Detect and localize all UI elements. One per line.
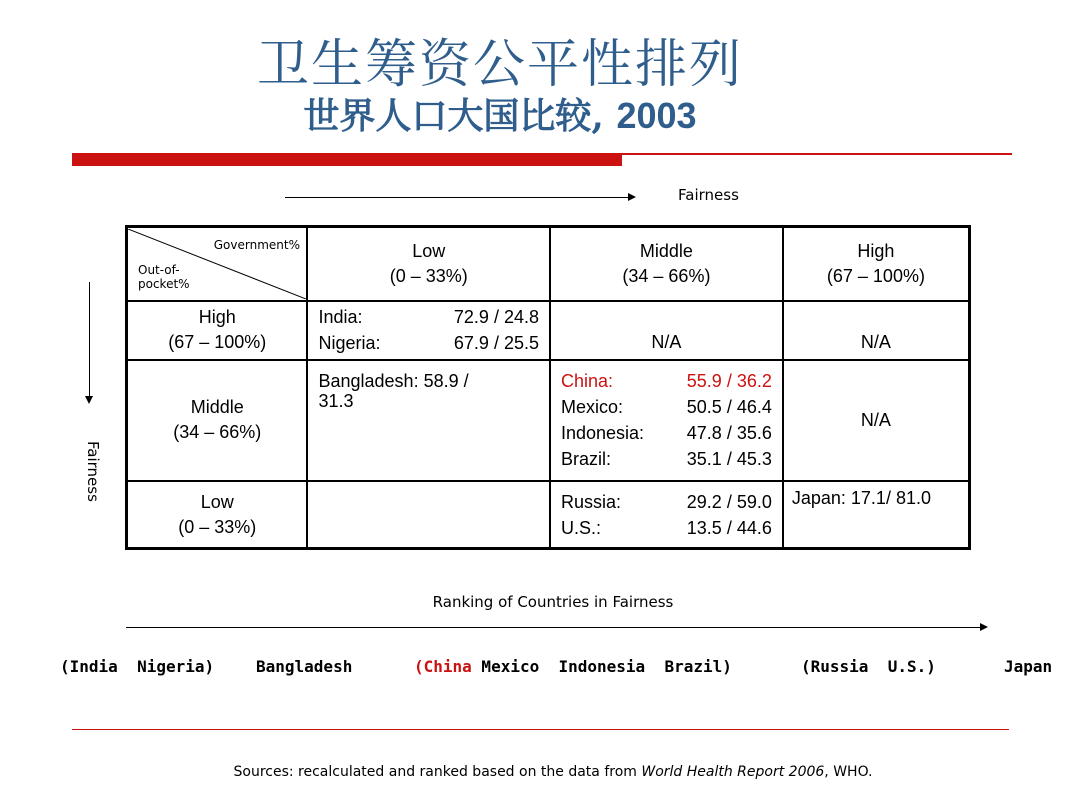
country-name: China:	[560, 371, 614, 392]
country-value: 47.8 / 35.6	[686, 423, 772, 444]
sources-note	[0, 764, 1080, 780]
country-entry	[551, 446, 782, 472]
row-name: High	[198, 307, 236, 328]
ranking-group-russia-us: (Russia U.S.)	[801, 657, 936, 676]
country-entry	[551, 515, 782, 541]
country-value: 67.9 / 25.5	[453, 333, 539, 354]
slide-subtitle	[0, 88, 1000, 139]
column-range: (0 – 33%)	[389, 265, 468, 286]
table-header-row	[127, 227, 970, 301]
row-name: Low	[200, 491, 234, 512]
corner-government-label: Government%	[213, 237, 300, 252]
row-range: (0 – 33%)	[178, 516, 257, 537]
country-value: 29.2 / 59.0	[686, 491, 772, 512]
country-entry	[551, 489, 782, 515]
country-value: 35.1 / 45.3	[686, 449, 772, 470]
country-entry: Bangladesh: 58.9 / 31.3	[318, 370, 469, 411]
cell-high-low	[307, 301, 550, 360]
country-name: Indonesia:	[560, 423, 645, 444]
row-header-low	[127, 481, 308, 548]
column-name: Middle	[639, 240, 693, 261]
arrow-right-icon	[628, 193, 636, 201]
country-entry	[308, 330, 549, 356]
country-name: Mexico:	[560, 397, 623, 418]
cell-middle-middle	[550, 360, 783, 482]
fairness-vertical-arrow	[89, 282, 90, 397]
column-range: (67 – 100%)	[826, 265, 925, 286]
country-name: India:	[318, 307, 363, 328]
subtitle-text: 世界人口大国比较,	[303, 95, 617, 137]
ranking-group-japan: Japan	[1004, 657, 1053, 676]
country-value: 72.9 / 24.8	[453, 307, 539, 328]
table-row-middle	[127, 360, 970, 482]
arrow-right-icon	[980, 623, 988, 631]
sources-report-title: World Health Report 2006	[641, 764, 825, 780]
title-underline-thin	[622, 153, 1012, 155]
fairness-horizontal-label: Fairness	[678, 186, 739, 204]
row-header-high	[127, 301, 308, 360]
table-row-high	[127, 301, 970, 360]
country-entry	[551, 420, 782, 446]
cell-middle-low	[307, 360, 550, 482]
ranking-mexico-indonesia-brazil: Mexico Indonesia Brazil)	[471, 657, 732, 676]
column-header-low	[307, 227, 550, 301]
ranking-group-bangladesh: Bangladesh	[256, 657, 353, 676]
cell-low-middle	[550, 481, 783, 548]
column-name: High	[857, 240, 895, 261]
table-corner-cell	[127, 227, 308, 301]
slide-title: 卫生筹资公平性排列	[256, 35, 743, 95]
fairness-horizontal-arrow	[285, 197, 630, 198]
sources-text-end: , WHO.	[824, 764, 873, 780]
cell-high-middle: N/A	[550, 301, 783, 360]
bottom-divider	[72, 729, 1009, 730]
column-header-middle	[550, 227, 783, 301]
country-name: Russia:	[560, 491, 622, 512]
ranking-group-china-brazil	[414, 657, 732, 676]
country-entry	[308, 304, 549, 330]
subtitle-year: 2003	[616, 95, 697, 136]
cell-low-high	[783, 481, 970, 548]
cell-middle-high: N/A	[783, 360, 970, 482]
country-entry-china	[551, 368, 782, 394]
corner-out-of-pocket-label: Out-of- pocket%	[138, 262, 190, 291]
ranking-china: (China	[414, 657, 472, 676]
country-entry: Japan: 17.1/ 81.0	[791, 488, 931, 509]
arrow-down-icon	[85, 396, 93, 404]
ranking-arrow	[126, 627, 981, 628]
ranking-group-india-nigeria: (India Nigeria)	[60, 657, 215, 676]
country-value: 13.5 / 44.6	[686, 517, 772, 538]
cell-low-low	[307, 481, 550, 548]
column-name: Low	[412, 240, 446, 261]
sources-text: Sources: recalculated and ranked based on the data from	[233, 764, 642, 780]
column-range: (34 – 66%)	[622, 265, 711, 286]
country-entry	[551, 394, 782, 420]
column-header-high	[783, 227, 970, 301]
country-name: Nigeria:	[318, 333, 381, 354]
row-range: (67 – 100%)	[168, 332, 267, 353]
table-row-low	[127, 481, 970, 548]
country-value: 55.9 / 36.2	[686, 371, 772, 392]
row-name: Middle	[190, 397, 244, 418]
row-range: (34 – 66%)	[173, 422, 262, 443]
row-header-middle	[127, 360, 308, 482]
title-underline-thick	[72, 153, 622, 166]
ranking-label: Ranking of Countries in Fairness	[432, 593, 674, 611]
fairness-matrix-table	[125, 225, 971, 550]
cell-high-high: N/A	[783, 301, 970, 360]
country-name: Brazil:	[560, 449, 611, 470]
country-value: 50.5 / 46.4	[686, 397, 772, 418]
fairness-vertical-label: Fairness	[84, 441, 102, 502]
country-name: U.S.:	[560, 517, 601, 538]
